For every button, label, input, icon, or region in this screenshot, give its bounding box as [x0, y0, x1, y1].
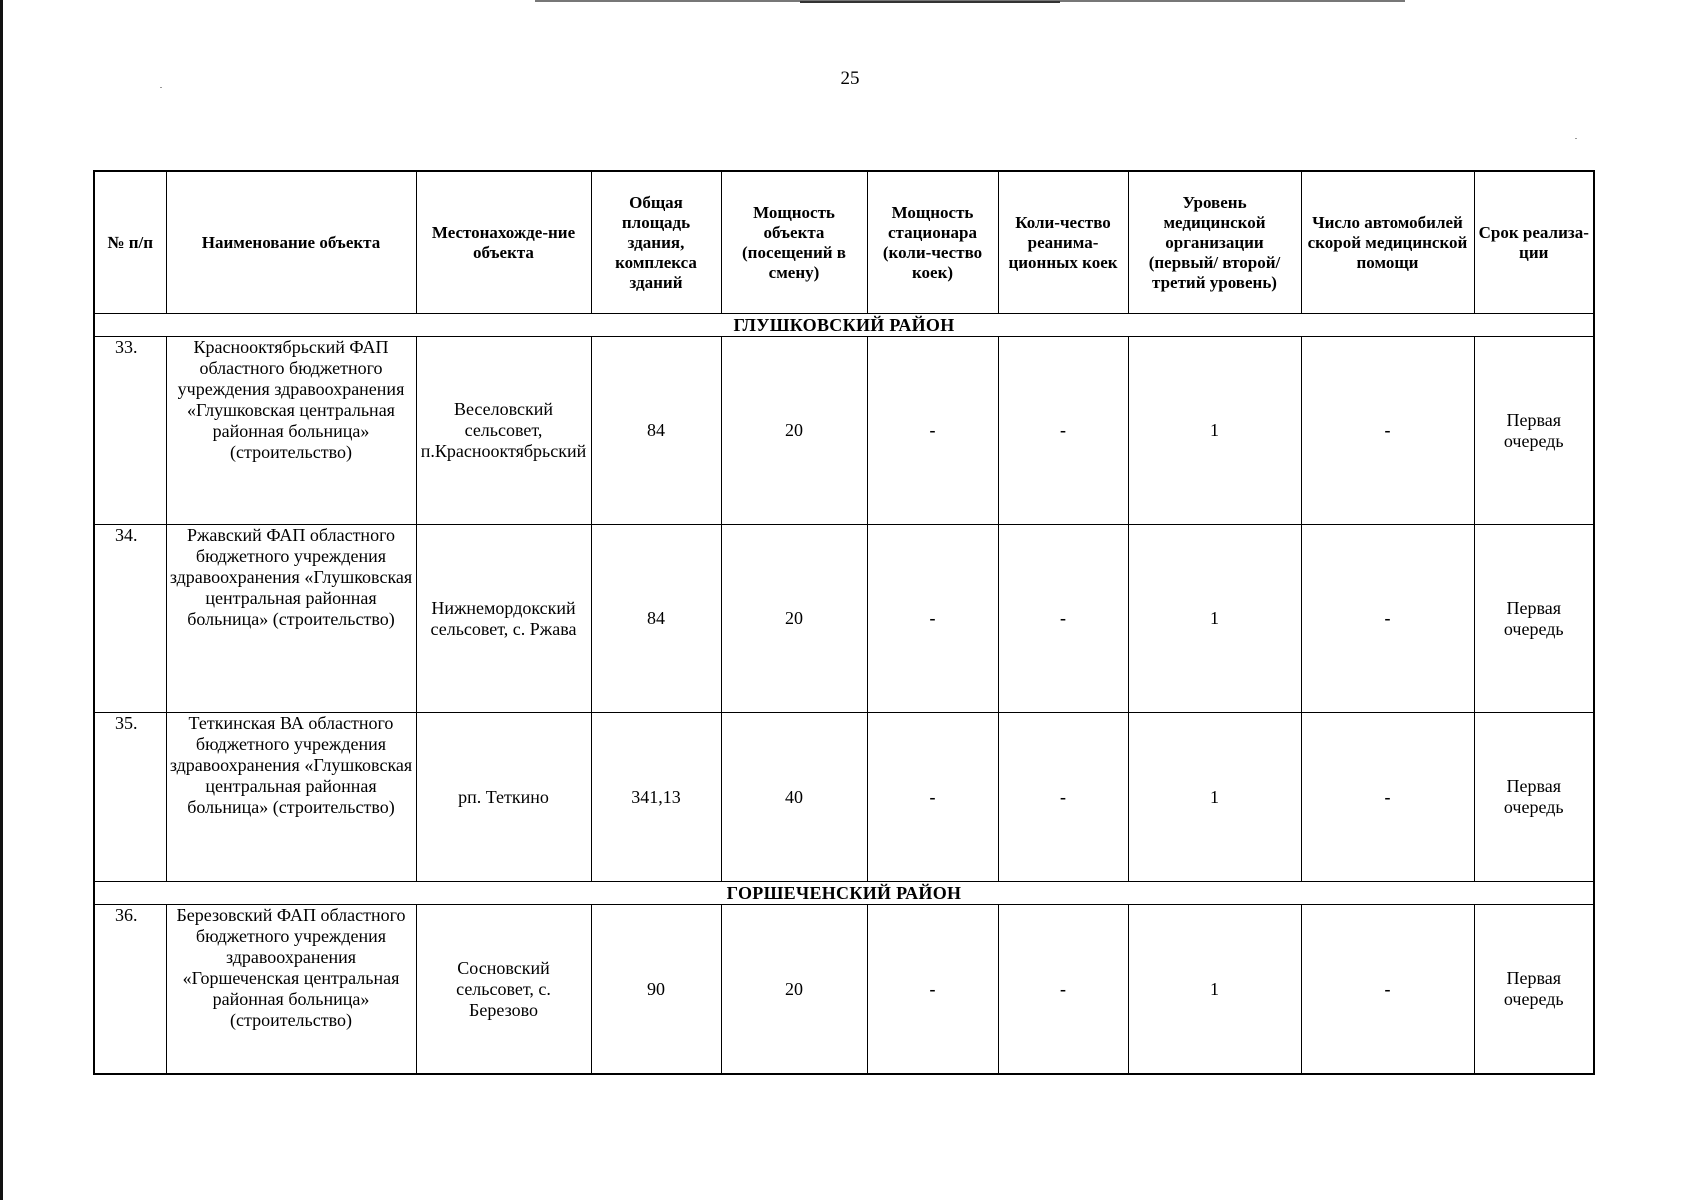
row-level: 1 [1128, 525, 1301, 713]
row-name: Березовский ФАП областного бюджетного учреждения здравоохранения «Горшеченская центральная районная больница» (строительство) [166, 905, 416, 1075]
row-beds: - [867, 905, 998, 1075]
header-num: № п/п [94, 171, 166, 314]
header-icu-beds: Коли-чество реанима-ционных коек [998, 171, 1128, 314]
row-level: 1 [1128, 337, 1301, 525]
row-location: Нижнемордокский сельсовет, с. Ржава [416, 525, 591, 713]
row-icu-beds: - [998, 905, 1128, 1075]
row-beds: - [867, 337, 998, 525]
row-level: 1 [1128, 905, 1301, 1075]
row-term: Первая очередь [1474, 337, 1594, 525]
row-capacity: 20 [721, 905, 867, 1075]
section-title: ГЛУШКОВСКИЙ РАЙОН [94, 314, 1594, 337]
table-row [94, 905, 1594, 1075]
row-ambulances: - [1301, 905, 1474, 1075]
row-location: рп. Теткино [416, 713, 591, 882]
header-beds: Мощность стационара (коли-чество коек) [867, 171, 998, 314]
row-num: 35. [94, 713, 166, 882]
row-area: 84 [591, 525, 721, 713]
header-ambulances: Число автомобилей скорой медицинской помощи [1301, 171, 1474, 314]
header-level: Уровень медицинской организации (первый/ второй/ третий уровень) [1128, 171, 1301, 314]
section-row [94, 314, 1594, 337]
row-location: Веселовский сельсовет, п.Краснооктябрьский [416, 337, 591, 525]
scan-top-rule-dark [800, 1, 1060, 3]
row-term: Первая очередь [1474, 713, 1594, 882]
row-name: Теткинская ВА областного бюджетного учреждения здравоохранения «Глушковская центральная районная больница» (строительство) [166, 713, 416, 882]
facilities-table [93, 170, 1595, 1075]
row-num: 33. [94, 337, 166, 525]
row-icu-beds: - [998, 337, 1128, 525]
header-capacity: Мощность объекта (посещений в смену) [721, 171, 867, 314]
row-icu-beds: - [998, 525, 1128, 713]
row-ambulances: - [1301, 525, 1474, 713]
row-location: Сосновский сельсовет, с. Березово [416, 905, 591, 1075]
header-name: Наименование объекта [166, 171, 416, 314]
row-icu-beds: - [998, 713, 1128, 882]
row-term: Первая очередь [1474, 525, 1594, 713]
row-ambulances: - [1301, 337, 1474, 525]
scan-left-edge [0, 0, 3, 1200]
header-term: Срок реализа-ции [1474, 171, 1594, 314]
row-level: 1 [1128, 713, 1301, 882]
scan-speck [1575, 138, 1577, 139]
row-name: Ржавский ФАП областного бюджетного учреждения здравоохранения «Глушковская центральная районная больница» (строительство) [166, 525, 416, 713]
row-name: Краснооктябрьский ФАП областного бюджетного учреждения здравоохранения «Глушковская центральная районная больница» (строительство) [166, 337, 416, 525]
section-title: ГОРШЕЧЕНСКИЙ РАЙОН [94, 882, 1594, 905]
row-area: 341,13 [591, 713, 721, 882]
table-header-row [94, 171, 1594, 314]
row-capacity: 20 [721, 525, 867, 713]
row-capacity: 40 [721, 713, 867, 882]
header-location: Местонахожде-ние объекта [416, 171, 591, 314]
section-row [94, 882, 1594, 905]
row-area: 84 [591, 337, 721, 525]
table-row [94, 337, 1594, 525]
row-num: 34. [94, 525, 166, 713]
row-num: 36. [94, 905, 166, 1075]
row-term: Первая очередь [1474, 905, 1594, 1075]
header-area: Общая площадь здания, комплекса зданий [591, 171, 721, 314]
table-row [94, 713, 1594, 882]
row-beds: - [867, 713, 998, 882]
row-capacity: 20 [721, 337, 867, 525]
row-beds: - [867, 525, 998, 713]
page-number: 25 [840, 68, 860, 89]
row-area: 90 [591, 905, 721, 1075]
row-ambulances: - [1301, 713, 1474, 882]
table-row [94, 525, 1594, 713]
